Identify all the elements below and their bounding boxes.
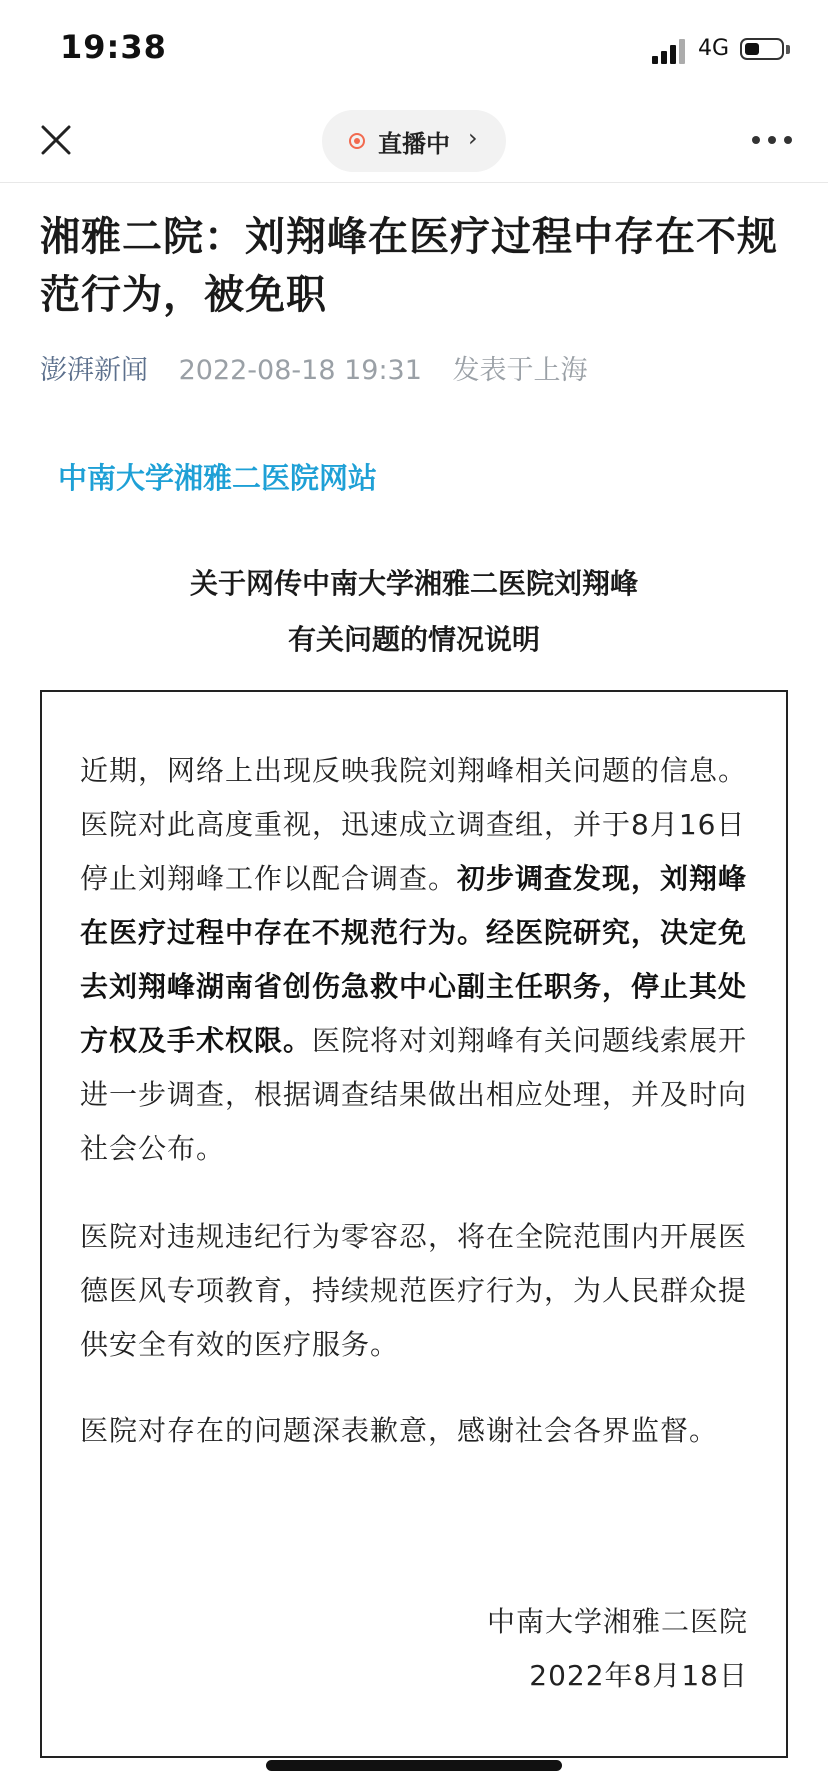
more-dot [752,136,760,144]
paragraph-1-text-a: 近期，网络上出现反映我院刘翔峰相关问题的信息。医院对此高度重视，迅速成立调查组，并于8月16日停止刘翔峰工作以配合调查。 [80,754,748,895]
chevron-right-icon: › [468,124,478,152]
notice-paragraph-3: 医院对存在的问题深表歉意，感谢社会各界监督。 [80,1414,719,1447]
live-dot-icon [349,133,365,149]
notice-paragraph-2: 医院对违规违纪行为零容忍，将在全院范围内开展医德医风专项教育，持续规范医疗行为，为人民群众提供安全有效的医疗服务。 [80,1220,748,1361]
nav-bar [0,100,828,183]
battery-icon [740,38,784,60]
notice-title [40,556,788,668]
article-date: 2022-08-18 19:31 [178,355,422,386]
hospital-site-link[interactable]: 中南大学湘雅二医院网站 [58,461,378,495]
more-button[interactable] [752,136,792,148]
notice-paragraph-1 [80,744,750,1176]
signal-icon [652,38,686,64]
more-dot [784,136,792,144]
close-button[interactable] [38,122,74,158]
notice-title-line-1: 关于网传中南大学湘雅二医院刘翔峰 [189,567,638,600]
paragraph-1-text-b: 医院将对刘翔峰有关问题线索展开进一步调查，根据调查结果做出相应处理，并及时向社会公布。 [80,1024,748,1165]
network-type: 4G [698,36,730,61]
status-bar [0,0,828,100]
paragraph-1-bold-text: 初步调查发现，刘翔峰在医疗过程中存在不规范行为。经医院研究，决定免去刘翔峰湖南省创伤急救中心副主任职务，停止其处方权及手术权限。 [80,862,748,1057]
home-indicator[interactable] [266,1760,562,1771]
close-icon [38,122,74,158]
battery-tip [786,45,790,54]
status-time: 19:38 [60,28,167,66]
live-label: 直播中 [378,130,450,158]
signature-organization: 中南大学湘雅二医院 [486,1605,748,1638]
article-title: 湘雅二院：刘翔峰在医疗过程中存在不规范行为，被免职 [40,214,778,318]
article-meta [40,348,588,387]
more-dot [768,136,776,144]
signature-date: 2022年8月18日 [529,1659,748,1692]
notice-title-line-2: 有关问题的情况说明 [287,623,540,656]
article-source[interactable]: 澎湃新闻 [40,355,148,386]
article-location: 发表于上海 [452,355,588,386]
live-button[interactable] [322,110,506,172]
notice-box [40,690,788,1758]
